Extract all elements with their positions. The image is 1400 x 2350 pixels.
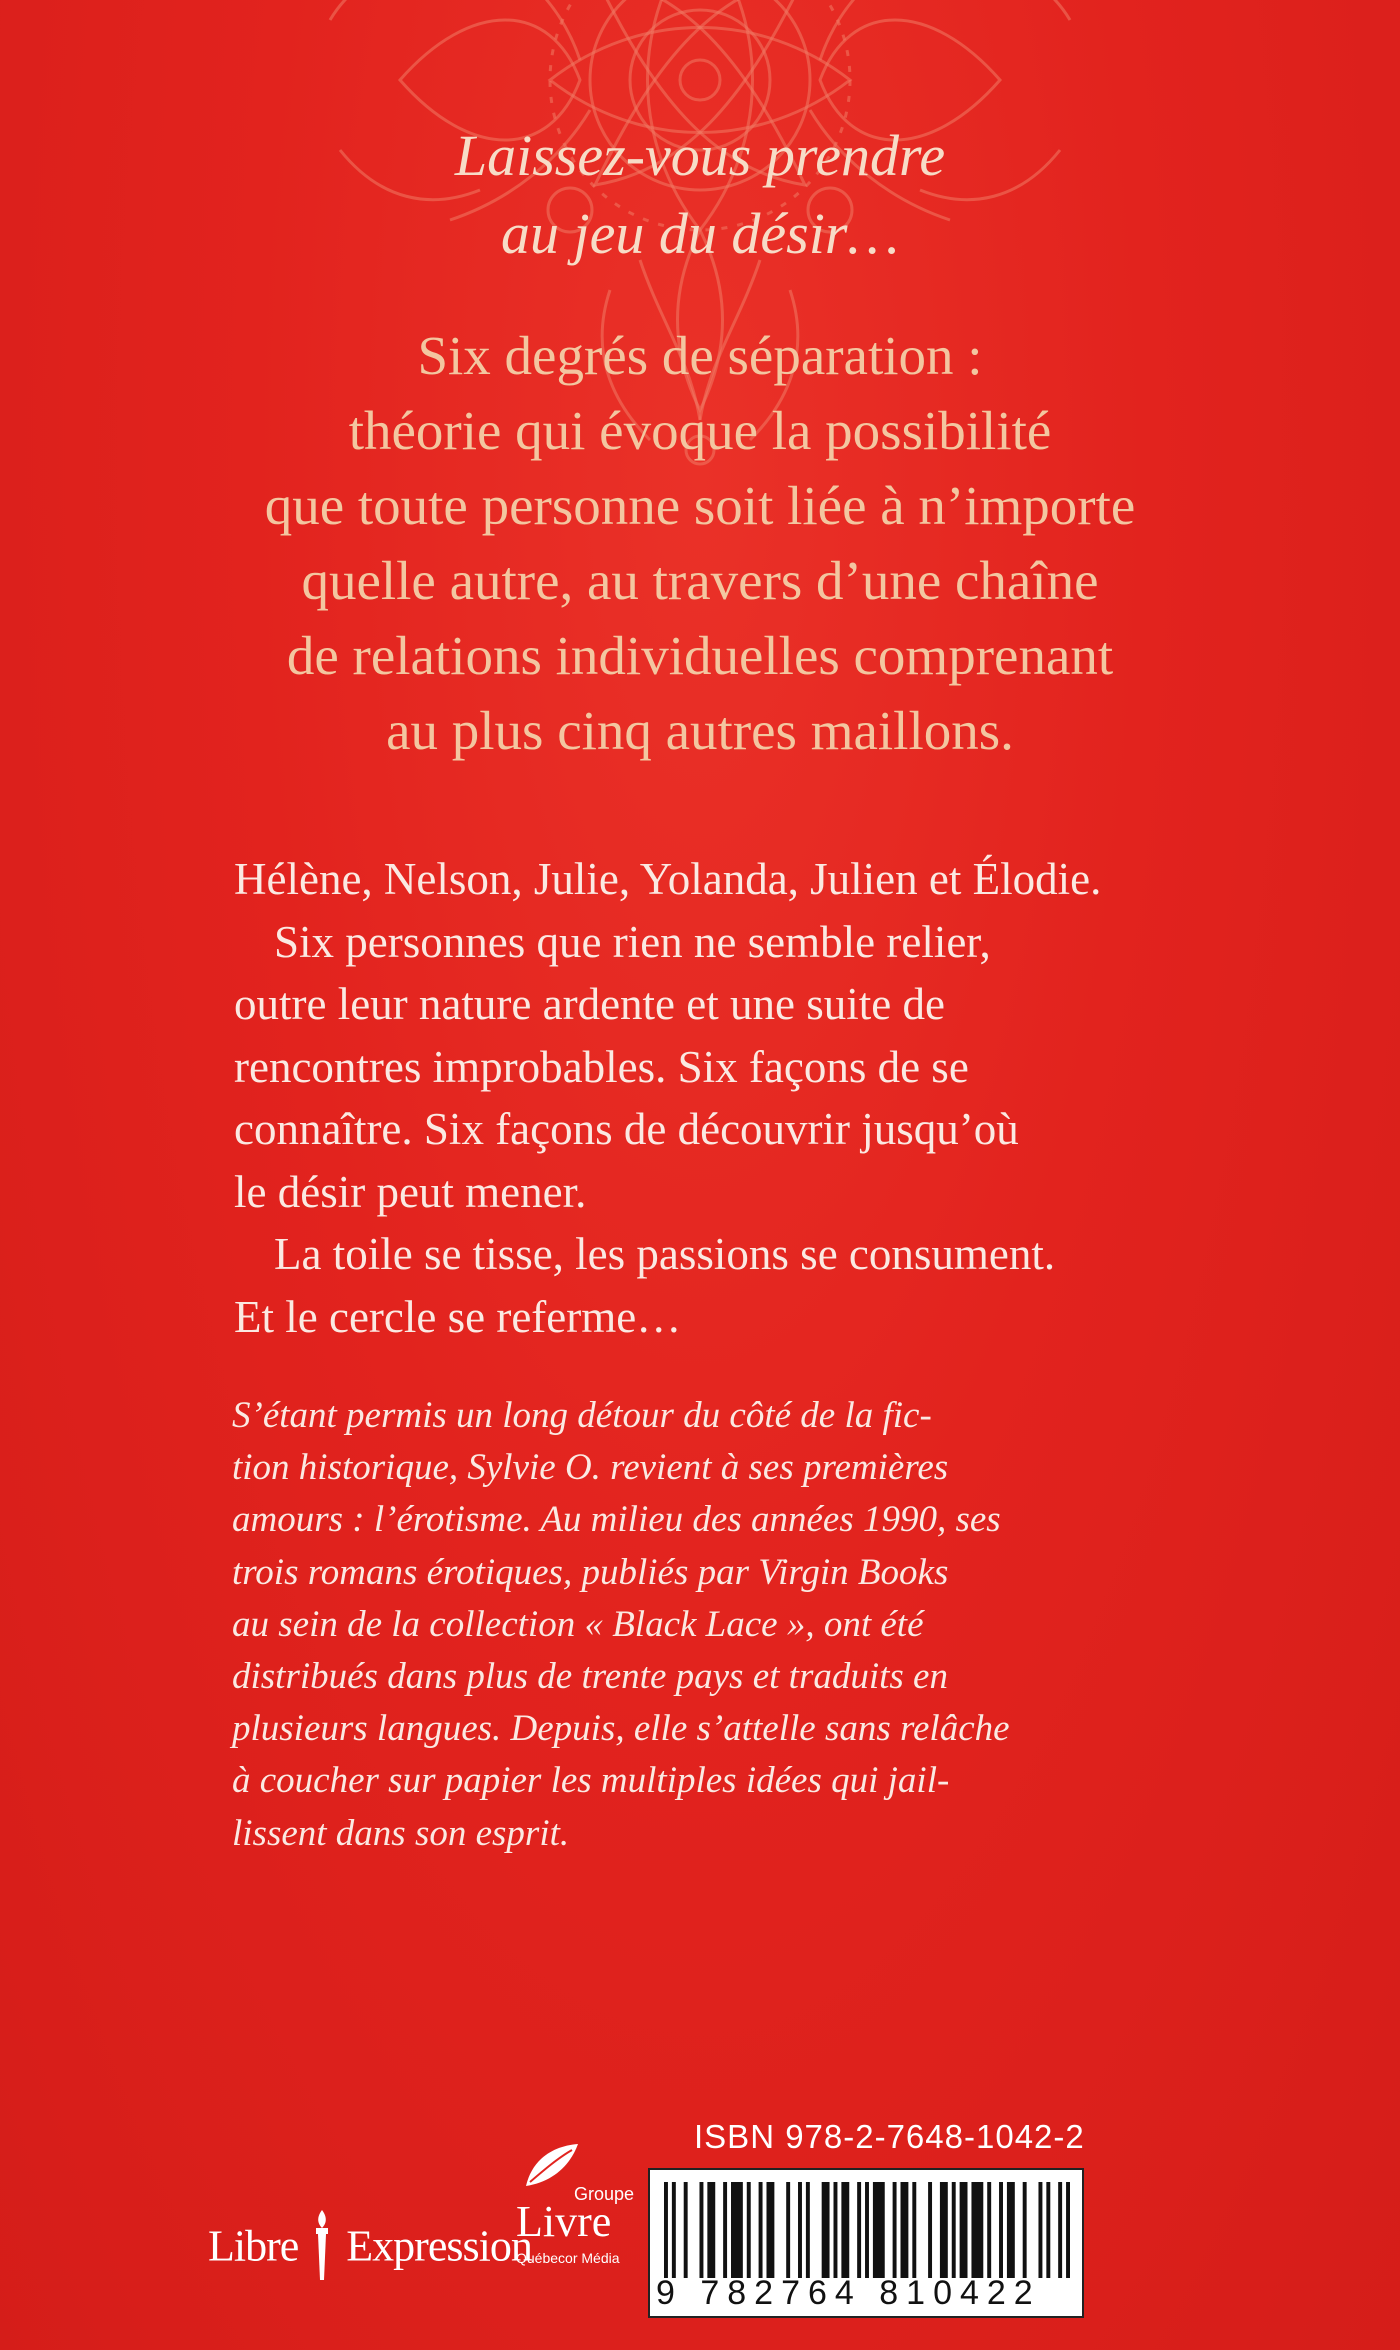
barcode-bar: [723, 2182, 727, 2278]
quote-line: Six degrés de séparation :: [417, 325, 983, 386]
barcode-bar: [1038, 2182, 1042, 2278]
logo-word-libre: Libre: [208, 2221, 299, 2271]
bio-line: tion historique, Sylvie O. revient à ses premières: [232, 1447, 949, 1489]
bio-line: S’étant permis un long détour du côté de la fic-: [232, 1395, 932, 1436]
author-bio: [232, 1390, 1172, 1860]
barcode-bar: [1007, 2182, 1015, 2278]
barcode-bar: [1046, 2182, 1050, 2278]
bio-line: distribués dans plus de trente pays et traduits en: [232, 1656, 948, 1698]
leaf-icon: [522, 2140, 582, 2190]
barcode-digits: 9 782764 810422: [656, 2274, 1041, 2312]
barcode-bar: [940, 2182, 948, 2278]
bio-line: lissent dans son esprit.: [232, 1812, 570, 1854]
quote-line: au plus cinq autres maillons.: [386, 700, 1014, 761]
quote-line: théorie qui évoque la possibilité: [348, 400, 1052, 461]
barcode-bar: [987, 2182, 991, 2278]
barcode-bar: [822, 2182, 830, 2278]
barcode-bar: [1066, 2182, 1070, 2278]
bio-line: à coucher sur papier les multiples idées qui jail-: [232, 1760, 950, 1802]
barcode-bar: [834, 2182, 838, 2278]
tagline-line-1: Laissez-vous prendre: [454, 123, 946, 188]
barcode-bar: [865, 2182, 869, 2278]
barcode-bar: [873, 2182, 885, 2278]
groupe-label: Groupe: [574, 2184, 635, 2204]
barcode-bar: [1023, 2182, 1027, 2278]
barcode-bar: [699, 2182, 703, 2278]
isbn-number: ISBN 978-2-7648-1042-2: [694, 2118, 1085, 2155]
groupe-livre-logo: [508, 2140, 658, 2270]
synopsis-line: rencontres improbables. Six façons de se: [234, 1041, 969, 1092]
synopsis-line: le désir peut mener.: [234, 1166, 587, 1217]
barcode-bar: [707, 2182, 715, 2278]
barcode-bar: [731, 2182, 743, 2278]
bio-line: amours : l’érotisme. Au milieu des années 1990, ses: [232, 1499, 1001, 1541]
barcode-bar: [971, 2182, 983, 2278]
barcode-bar: [798, 2182, 802, 2278]
libre-expression-logo: [208, 2208, 532, 2271]
barcode-bar: [1058, 2182, 1062, 2278]
barcode-bar: [999, 2182, 1003, 2278]
torch-icon: [311, 2208, 333, 2284]
barcode-bar: [857, 2182, 861, 2278]
synopsis-line: Et le cercle se referme…: [234, 1291, 682, 1342]
barcode-bar: [806, 2182, 810, 2278]
barcode-bar: [766, 2182, 774, 2278]
bio-line: trois romans érotiques, publiés par Virgin Books: [232, 1551, 949, 1593]
barcode-bar: [664, 2182, 668, 2278]
barcode-bars: [664, 2182, 1070, 2278]
quote-line: quelle autre, au travers d’une chaîne: [301, 550, 1099, 611]
bio-line: plusieurs langues. Depuis, elle s’attelle sans relâche: [232, 1708, 1010, 1750]
quebecor-label: Québecor Média: [516, 2250, 620, 2266]
quote-line: que toute personne soit liée à n’importe: [264, 475, 1136, 536]
synopsis-line: outre leur nature ardente et une suite de: [234, 979, 945, 1029]
quote-line: de relations individuelles comprenant: [286, 625, 1114, 686]
livre-label: Livre: [516, 2197, 612, 2246]
barcode-bar: [841, 2182, 849, 2278]
synopsis-line: La toile se tisse, les passions se consument.: [274, 1229, 1056, 1279]
barcode-bar: [912, 2182, 916, 2278]
barcode-bar: [747, 2182, 751, 2278]
barcode-bar: [952, 2182, 956, 2278]
barcode-bar: [928, 2182, 932, 2278]
barcode-bar: [672, 2182, 676, 2278]
barcode-bar: [901, 2182, 909, 2278]
barcode-bar: [893, 2182, 897, 2278]
barcode-bar: [960, 2182, 968, 2278]
barcode-bar: [759, 2182, 763, 2278]
barcode-bar: [786, 2182, 790, 2278]
barcode-bar: [684, 2182, 688, 2278]
synopsis: [234, 848, 1174, 1348]
barcode: [648, 2168, 1084, 2318]
logo-word-expression: Expression: [346, 2221, 532, 2271]
synopsis-line: Six personnes que rien ne semble relier,: [274, 916, 991, 967]
synopsis-line: connaître. Six façons de découvrir jusqu’où: [234, 1104, 1019, 1154]
definition-quote: [170, 318, 1230, 768]
tagline-line-2: au jeu du désir…: [501, 201, 899, 266]
synopsis-line: Hélène, Nelson, Julie, Yolanda, Julien et Élodie.: [234, 854, 1102, 904]
bio-line: au sein de la collection « Black Lace », ont été: [232, 1603, 924, 1645]
